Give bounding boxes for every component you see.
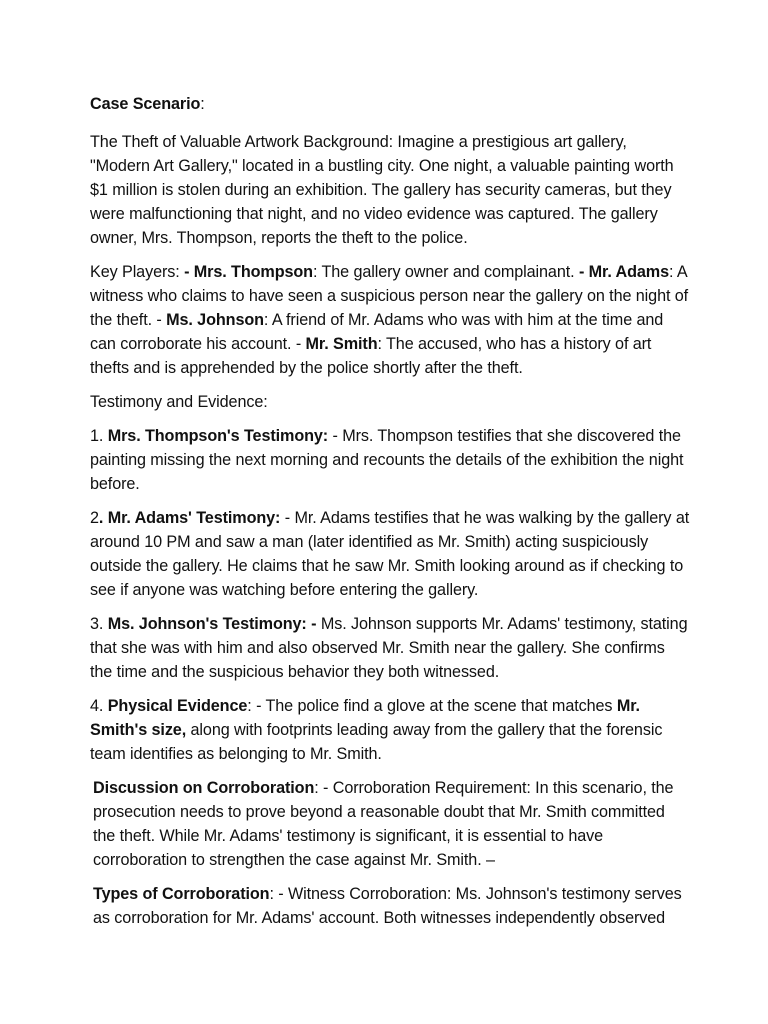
heading-label: Case Scenario bbox=[90, 95, 201, 113]
player-thompson-desc: : The gallery owner and complainant. bbox=[312, 263, 579, 281]
player-smith-name: Mr. Smith bbox=[305, 335, 378, 353]
item-4-title: Physical Evidence bbox=[107, 697, 248, 715]
item-1-title: Mrs. Thompson's Testimony: bbox=[107, 427, 329, 445]
case-scenario-heading bbox=[90, 92, 690, 116]
testimony-heading: Testimony and Evidence: bbox=[90, 393, 268, 411]
discussion-text: : - Corroboration Requirement: In this scenario, the prosecution needs to prove beyond a reasonable doubt that Mr. Smith committed the theft. While Mr. Adams' testimony is significant, it is essential to have corroboration to strengthen the case against Mr. Smith. – bbox=[93, 779, 674, 869]
player-adams-desc: : A witness who claims to have seen a suspicious person near the gallery on the night of the theft. - bbox=[90, 263, 689, 329]
item-4-text-2: along with footprints leading away from the gallery that the forensic team identifies as belonging to Mr. Smith. bbox=[90, 721, 663, 763]
item-4-bold-2: Mr. Smith's size, bbox=[90, 697, 640, 739]
evidence-item-4 bbox=[90, 694, 690, 766]
testimony-item-2 bbox=[90, 506, 690, 602]
player-smith-desc: : The accused, who has a history of art thefts and is apprehended by the police shortly after the theft. bbox=[90, 335, 652, 377]
document-body bbox=[90, 92, 690, 940]
item-3-title: Ms. Johnson's Testimony: - bbox=[107, 615, 317, 633]
testimony-item-3 bbox=[90, 612, 690, 684]
discussion-paragraph bbox=[90, 776, 690, 872]
types-paragraph bbox=[90, 882, 690, 930]
item-1-text: - Mrs. Thompson testifies that she discovered the painting missing the next morning and recounts the details of the exhibition the night before. bbox=[90, 427, 684, 493]
item-2-title: . Mr. Adams' Testimony: bbox=[98, 509, 281, 527]
testimony-item-1 bbox=[90, 424, 690, 496]
discussion-title: Discussion on Corroboration bbox=[93, 779, 315, 797]
player-adams-name: - Mr. Adams bbox=[578, 263, 669, 281]
item-2-text: - Mr. Adams testifies that he was walking by the gallery at around 10 PM and saw a man (later identified as Mr. Smith) acting suspiciously outside the gallery. He claims that he saw Mr. Smith looking around as if checking to see if anyone was watching before entering the gallery. bbox=[90, 509, 690, 599]
background-paragraph: The Theft of Valuable Artwork Background: Imagine a prestigious art gallery, "Modern Art Gallery," located in a bustling city. One night, a valuable painting worth $1 million is stolen during an exhibition. The gallery has security cameras, but they were malfunctioning that night, and no video evidence was captured. The gallery owner, Mrs. Thompson, reports the theft to the police. bbox=[90, 133, 674, 247]
item-3-number: 3. bbox=[90, 615, 108, 633]
player-johnson-desc: : A friend of Mr. Adams who was with him at the time and can corroborate his account. - bbox=[90, 311, 664, 353]
types-text: : - Witness Corroboration: Ms. Johnson's testimony serves as corroboration for Mr. Adams' account. Both witnesses independently observed bbox=[93, 885, 682, 927]
item-4-text-1: : - The police find a glove at the scene that matches bbox=[247, 697, 617, 715]
item-1-number: 1. bbox=[90, 427, 108, 445]
item-4-number: 4. bbox=[90, 697, 108, 715]
key-players-intro: Key Players: bbox=[90, 263, 185, 281]
types-title: Types of Corroboration bbox=[93, 885, 270, 903]
item-3-text: Ms. Johnson supports Mr. Adams' testimony, stating that she was with him and also observed Mr. Smith near the gallery. She confirms the time and the suspicious behavior they both witnessed. bbox=[90, 615, 688, 681]
player-thompson-name: - Mrs. Thompson bbox=[184, 263, 313, 281]
player-johnson-name: Ms. Johnson bbox=[166, 311, 264, 329]
heading-suffix: : bbox=[200, 95, 205, 113]
item-2-number: 2 bbox=[90, 509, 99, 527]
key-players-paragraph bbox=[90, 260, 690, 380]
